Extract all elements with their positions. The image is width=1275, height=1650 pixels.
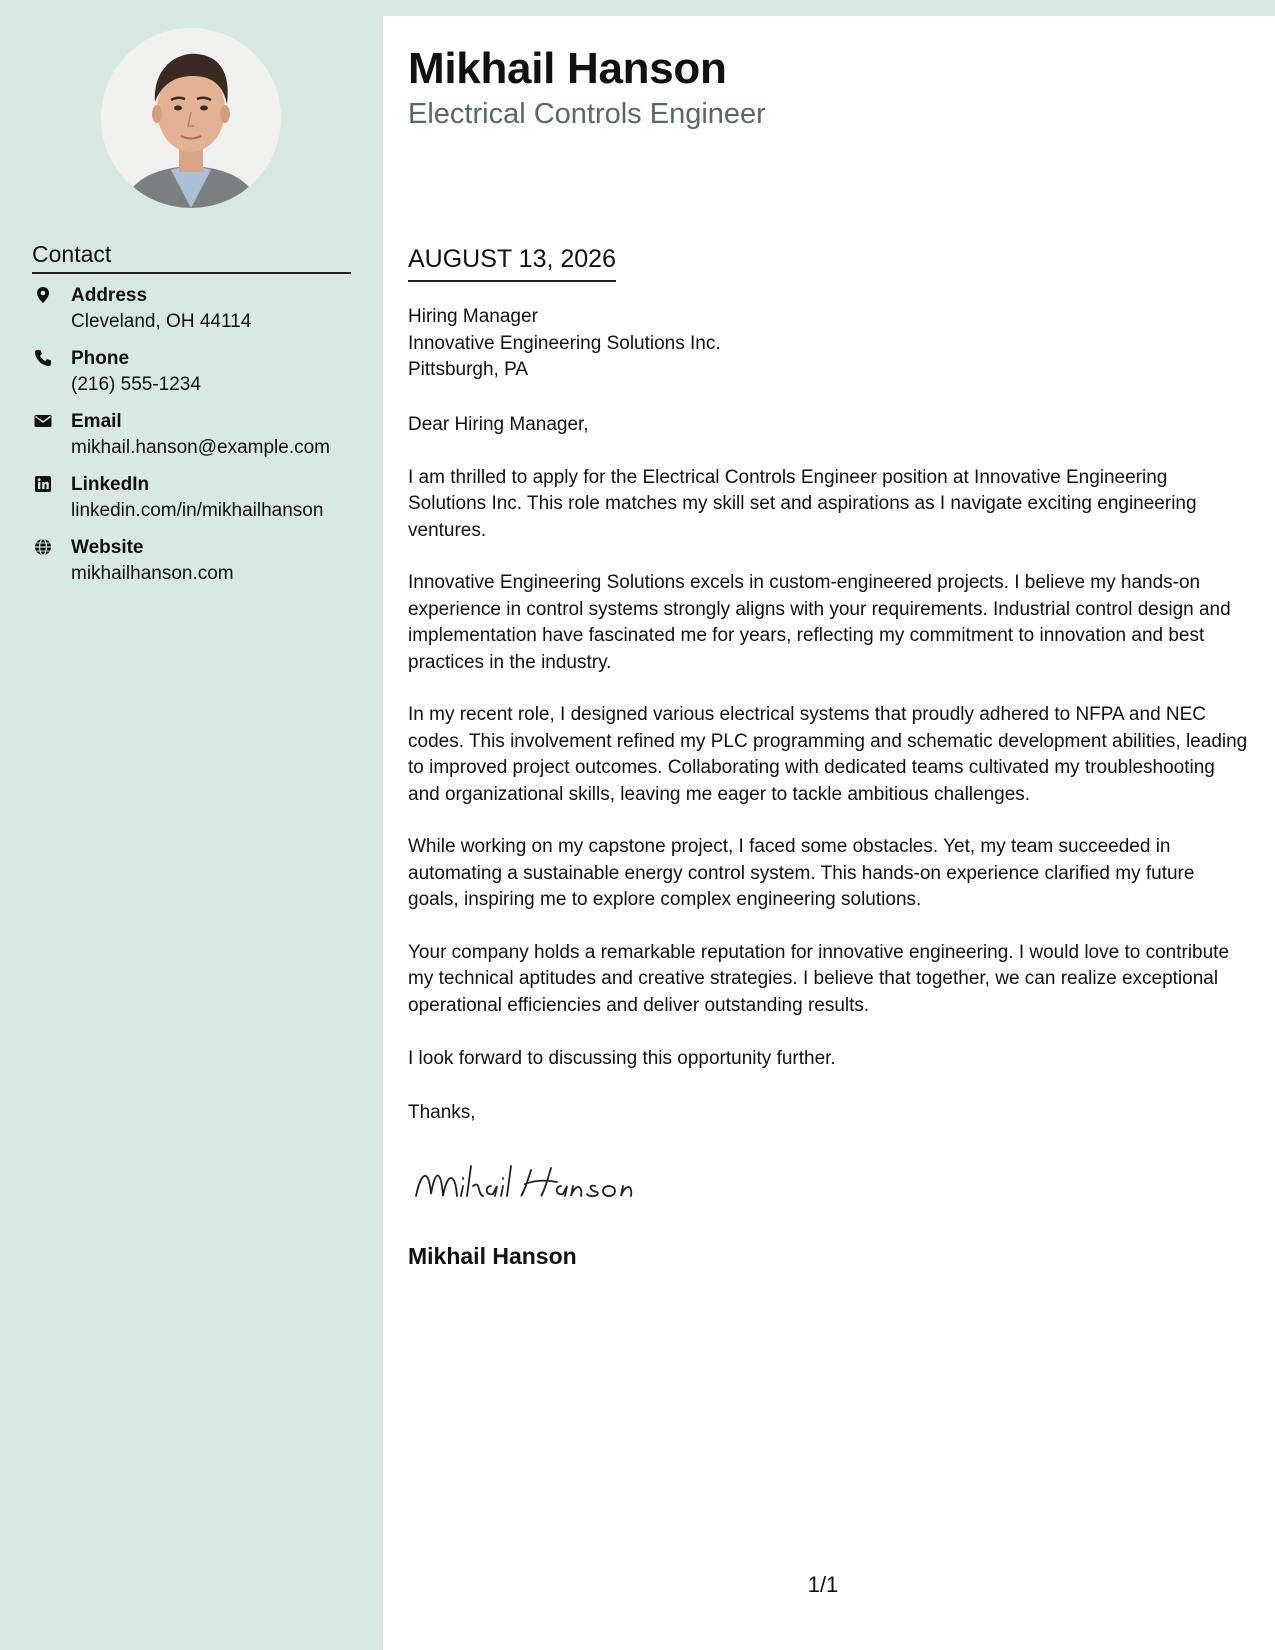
phone-value: (216) 555-1234 xyxy=(71,374,201,395)
body-paragraph: Your company holds a remarkable reputation for innovative engineering. I would love to contribute my technical aptitudes and creative strategies. I believe that together, we can realize exceptional operational efficiencies and deliver outstanding results. xyxy=(408,942,1230,1016)
contact-label: Email xyxy=(71,411,122,432)
page-indicator: 1/1 xyxy=(807,1572,839,1597)
globe-icon xyxy=(34,538,52,556)
contact-item-address xyxy=(32,284,362,347)
address-value: Cleveland, OH 44114 xyxy=(71,311,252,332)
sidebar xyxy=(0,0,383,1650)
contact-label: Phone xyxy=(71,348,130,369)
contact-item-email xyxy=(32,410,362,473)
body-paragraph: I look forward to discussing this opportunity further. xyxy=(408,1047,836,1069)
body-paragraph: Innovative Engineering Solutions excels in custom-engineered projects. I believe my hands-on experience in control systems strongly aligns with your requirements. Industrial control design and implementation have fascinated me for years, reflecting my commitment to innovation and best practices in the industry. xyxy=(408,572,1231,673)
recipient-block xyxy=(408,304,721,384)
phone-icon xyxy=(34,349,52,367)
letter-body xyxy=(408,412,1248,1098)
contact-item-website xyxy=(32,536,362,599)
contact-label: LinkedIn xyxy=(71,474,150,495)
profile-photo xyxy=(101,28,281,208)
contact-label: Website xyxy=(71,537,144,558)
contact-item-phone xyxy=(32,347,362,410)
body-paragraph: While working on my capstone project, I faced some obstacles. Yet, my team succeeded in automating a sustainable energy control system. This hands-on experience clarified my future goals, inspiring me to explore complex engineering solutions. xyxy=(408,836,1195,911)
letter-date: AUGUST 13, 2026 xyxy=(408,244,616,282)
salutation: Dear Hiring Manager, xyxy=(408,414,589,435)
contact-list xyxy=(32,284,362,599)
signer-name: Mikhail Hanson xyxy=(408,1243,577,1269)
linkedin-link[interactable]: linkedin.com/in/mikhailhanson xyxy=(71,500,324,521)
email-link[interactable]: mikhail.hanson@example.com xyxy=(71,437,331,458)
recipient-line: Innovative Engineering Solutions Inc. xyxy=(408,332,721,354)
letter-page xyxy=(383,16,1275,1650)
recipient-line: Pittsburgh, PA xyxy=(408,359,529,380)
body-paragraph: I am thrilled to apply for the Electrical Controls Engineer position at Innovative Engineering Solutions Inc. This role matches my skill set and aspirations as I navigate exciting engineering ventures. xyxy=(408,466,1197,541)
closing: Thanks, xyxy=(408,1102,476,1123)
contact-heading: Contact xyxy=(32,240,351,274)
applicant-name: Mikhail Hanson xyxy=(408,44,727,93)
job-title: Electrical Controls Engineer xyxy=(408,98,766,130)
recipient-line: Hiring Manager xyxy=(408,306,538,327)
contact-label: Address xyxy=(71,285,148,306)
body-paragraph: In my recent role, I designed various electrical systems that proudly adhered to NFPA and NEC codes. This involvement refined my PLC programming and schematic development abilities, leading to improved project outcomes. Collaborating with dedicated teams cultivated my troubleshooting and organizational skills, leaving me eager to tackle ambitious challenges. xyxy=(408,704,1248,805)
linkedin-icon xyxy=(34,475,52,493)
website-link[interactable]: mikhailhanson.com xyxy=(71,563,234,584)
map-pin-icon xyxy=(34,286,52,304)
handwritten-signature xyxy=(411,1156,671,1221)
contact-item-linkedin xyxy=(32,473,362,536)
envelope-icon xyxy=(34,412,52,430)
